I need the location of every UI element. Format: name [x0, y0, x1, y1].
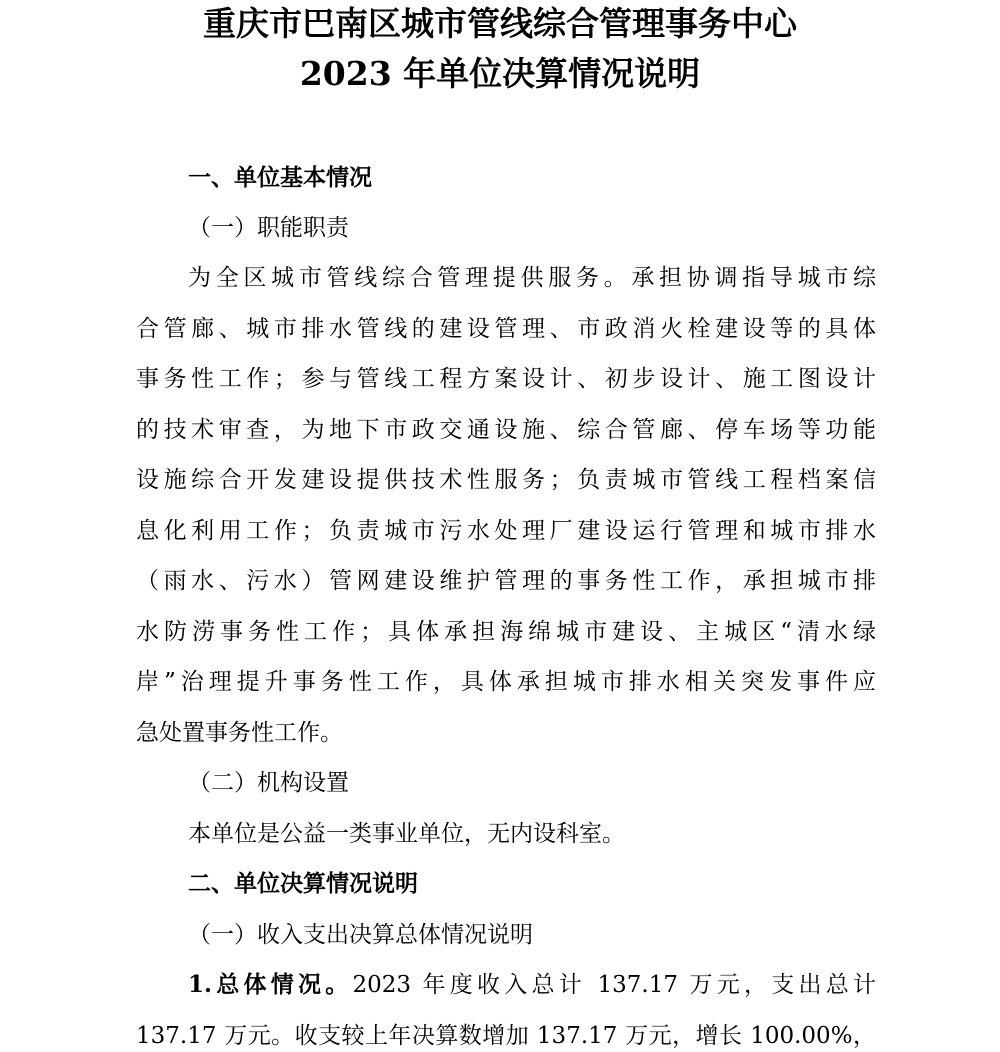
org-paragraph: 本单位是公益一类事业单位，无内设科室。	[188, 821, 625, 847]
duties-paragraph-line: 合管廊、城市排水管线的建设管理、市政消火栓建设等的具体	[136, 316, 876, 342]
duties-paragraph-line: 岸”治理提升事务性工作，具体承担城市排水相关突发事件应	[136, 669, 876, 695]
overall-label: 1.总体情况。	[188, 971, 353, 998]
document-title-line2: 2023 年单位决算情况说明	[299, 54, 701, 93]
section1-sub2-heading: （二）机构设置	[188, 770, 349, 796]
duties-paragraph-line: 水防涝事务性工作；具体承担海绵城市建设、主城区“清水绿	[136, 619, 876, 645]
document-title-line1: 重庆市巴南区城市管线综合管理事务中心	[203, 4, 797, 43]
overall-paragraph-line2: 137.17 万元。收支较上年决算数增加 137.17 万元，增长 100.00%，	[136, 1023, 876, 1049]
duties-paragraph-line: 设施综合开发建设提供技术性服务；负责城市管线工程档案信	[136, 467, 876, 493]
duties-paragraph-line: 急处置事务性工作。	[136, 720, 343, 746]
section2-heading: 二、单位决算情况说明	[188, 870, 418, 897]
duties-paragraph-line: 事务性工作；参与管线工程方案设计、初步设计、施工图设计	[136, 366, 876, 392]
section2-sub1-heading: （一）收入支出决算总体情况说明	[188, 922, 533, 948]
duties-paragraph-line: 的技术审查，为地下市政交通设施、综合管廊、停车场等功能	[136, 417, 876, 443]
section1-sub1-heading: （一）职能职责	[188, 215, 349, 241]
overall-line1-text: 2023 年度收入总计 137.17 万元，支出总计	[352, 972, 876, 998]
duties-paragraph-line: 息化利用工作；负责城市污水处理厂建设运行管理和城市排水	[136, 518, 876, 544]
duties-paragraph-line: （雨水、污水）管网建设维护管理的事务性工作，承担城市排	[136, 568, 876, 594]
section1-heading: 一、单位基本情况	[188, 164, 372, 191]
duties-paragraph-line: 为全区城市管线综合管理提供服务。承担协调指导城市综	[188, 265, 876, 291]
overall-paragraph-line1	[188, 970, 876, 1000]
